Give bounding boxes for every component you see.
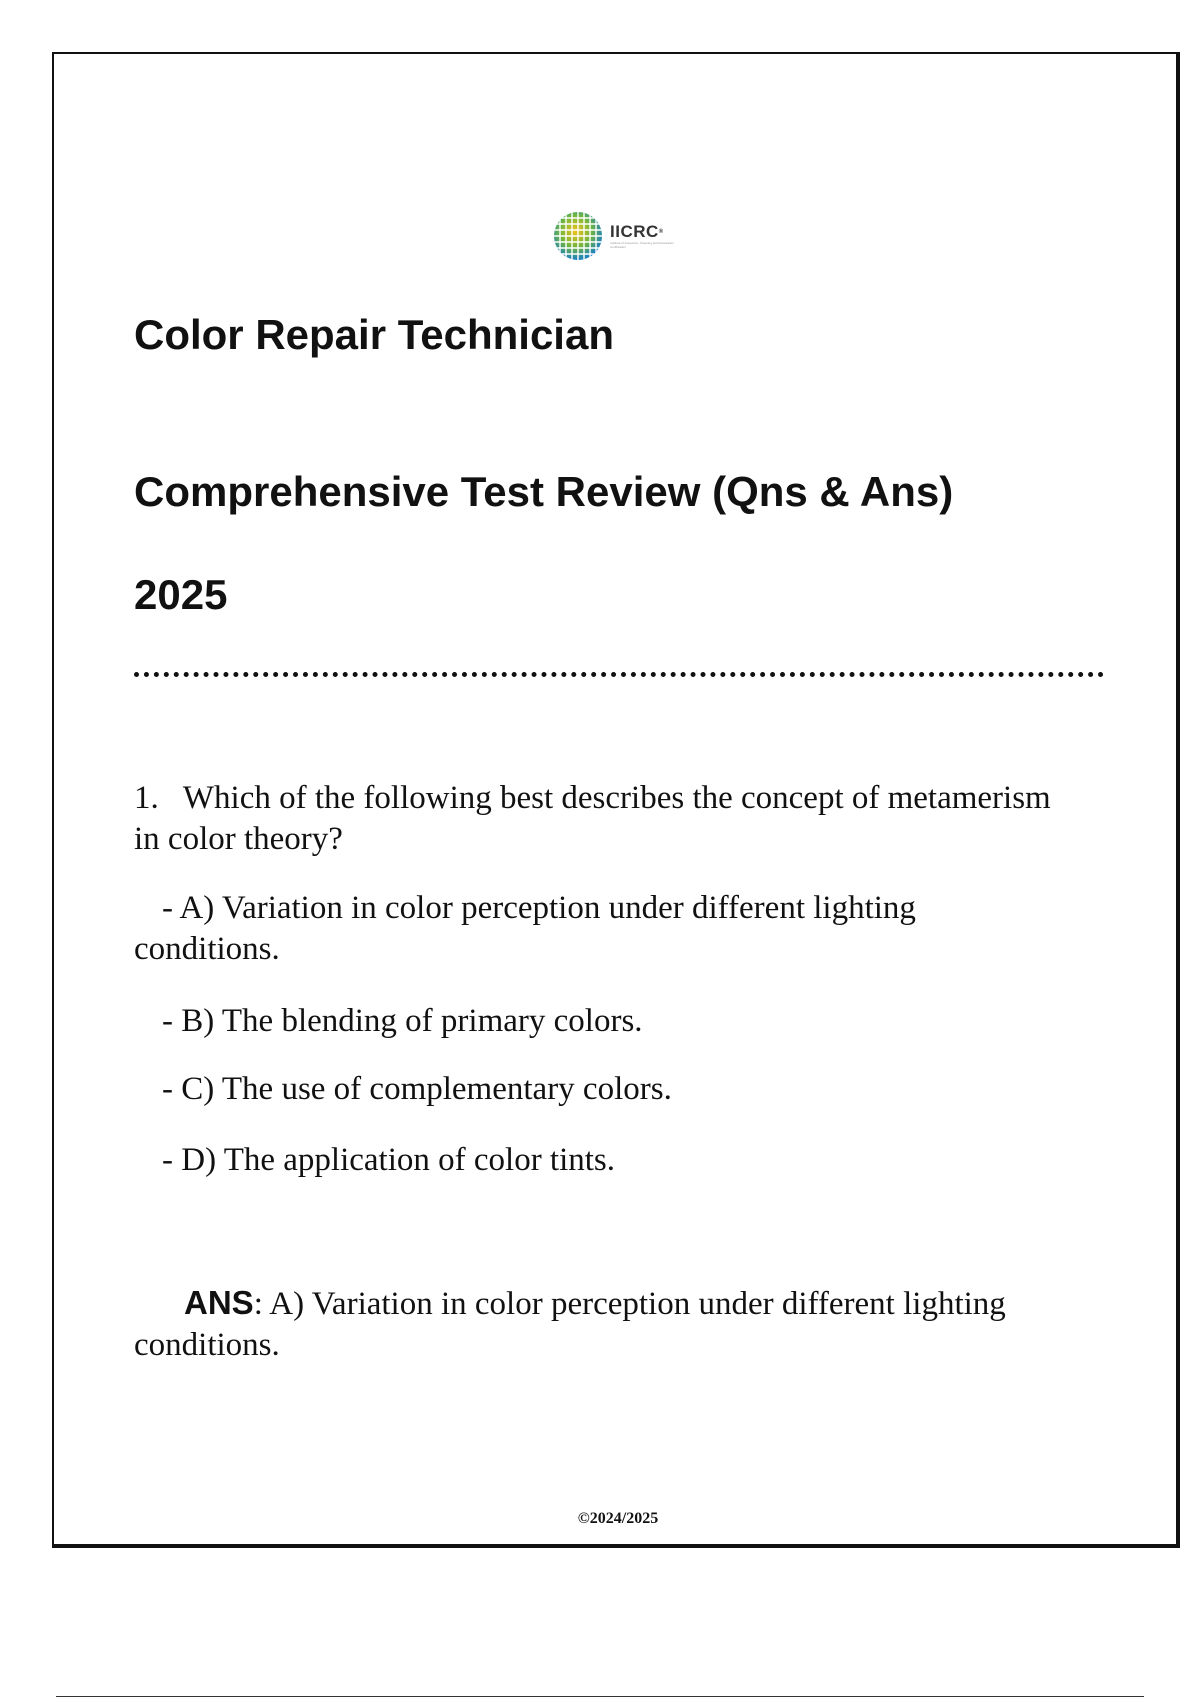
- answer-label: ANS: [184, 1284, 254, 1321]
- iicrc-logo: [552, 208, 686, 264]
- option-c: - C) The use of complementary colors.: [162, 1071, 672, 1107]
- answer: [134, 1282, 1054, 1366]
- copyright: ©2024/2025: [577, 1510, 659, 1527]
- document-title: Color Repair Technician: [134, 311, 614, 358]
- question-text: Which of the following best describes the concept of metamerism in color theory?: [134, 780, 1051, 857]
- option-d: - D) The application of color tints.: [162, 1142, 616, 1178]
- document-year: 2025: [134, 571, 228, 618]
- option-a: - A) Variation in color perception under different lighting conditions.: [134, 890, 916, 967]
- section-divider: [134, 672, 1104, 677]
- question-number: 1.: [134, 780, 159, 816]
- logo-name: IICRC®: [610, 222, 664, 241]
- document-subtitle: Comprehensive Test Review (Qns & Ans): [134, 468, 954, 515]
- option-b: - B) The blending of primary colors.: [162, 1003, 643, 1039]
- globe-grid-icon: [552, 210, 604, 262]
- logo-text: [610, 223, 686, 249]
- answer-text: : A) Variation in color perception under different lighting conditions.: [134, 1286, 1006, 1363]
- bottom-rule: [56, 1696, 1144, 1697]
- question-1: [134, 778, 1054, 860]
- logo-tagline: Institute of Inspection, Cleaning and Restoration Certification: [610, 241, 674, 249]
